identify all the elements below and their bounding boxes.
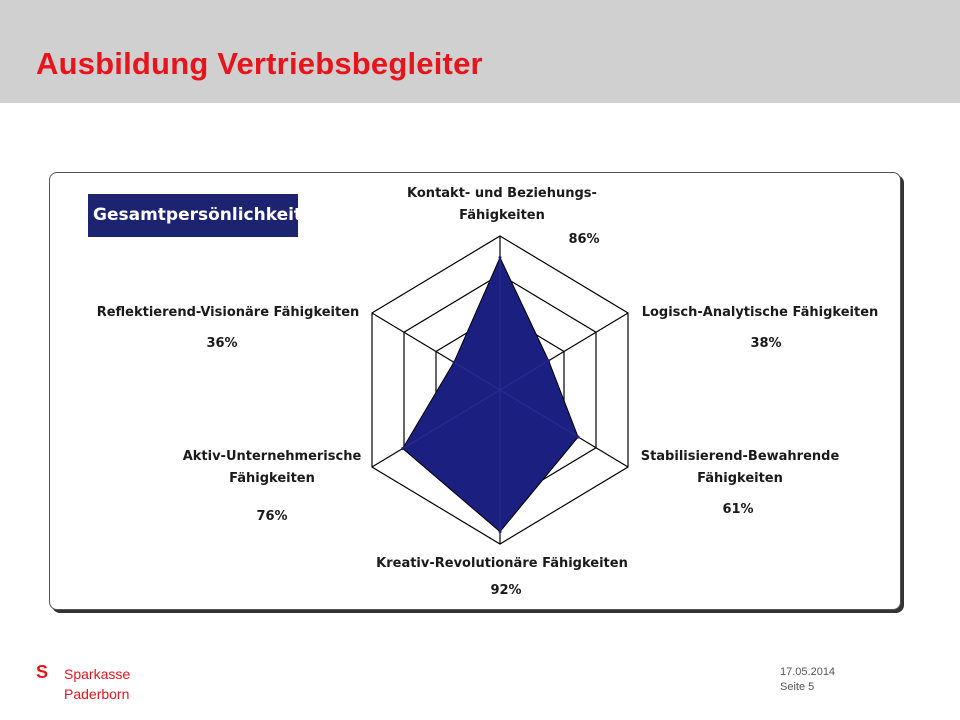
data-point-2	[577, 435, 580, 438]
axis-label-2-0: Stabilisierend-Bewahrende	[640, 449, 840, 464]
value-label-4: 76%	[256, 509, 288, 524]
value-label-0: 86%	[568, 232, 600, 247]
series-area	[403, 258, 578, 532]
footer-org-line2: Paderborn	[64, 686, 130, 702]
data-point-3	[499, 530, 502, 533]
radar-series	[401, 256, 579, 533]
footer-page: Seite 5	[780, 681, 815, 693]
axis-label-1-0: Logisch-Analytische Fähigkeiten	[641, 305, 879, 320]
axis-label-3-0: Kreativ-Revolutionäre Fähigkeiten	[376, 556, 628, 571]
axis-label-0-0: Kontakt- und Beziehungs-	[407, 186, 597, 201]
data-point-0	[499, 256, 502, 259]
footer-meta	[780, 665, 835, 695]
sparkasse-logo-icon: S	[36, 662, 49, 682]
axis-label-4-0: Aktiv-Unternehmerische	[182, 449, 362, 464]
value-label-2: 61%	[722, 502, 754, 517]
data-point-5	[452, 361, 455, 364]
value-label-3: 92%	[490, 583, 522, 598]
footer-org	[64, 664, 130, 704]
chart-title: Gesamtpersönlichkeit	[88, 194, 298, 237]
data-point-4	[401, 447, 404, 450]
slide-title: Ausbildung Vertriebsbegleiter	[36, 46, 483, 81]
axis-label-0-1: Fähigkeiten	[459, 208, 545, 223]
value-label-1: 38%	[750, 336, 782, 351]
axis-label-2-1: Fähigkeiten	[697, 471, 783, 486]
footer-org-line1: Sparkasse	[64, 666, 131, 682]
axis-label-4-1: Fähigkeiten	[229, 471, 315, 486]
value-label-5: 36%	[206, 336, 238, 351]
data-point-1	[547, 359, 550, 362]
footer-date: 17.05.2014	[780, 666, 836, 678]
axis-label-5-0: Reflektierend-Visionäre Fähigkeiten	[96, 305, 360, 320]
